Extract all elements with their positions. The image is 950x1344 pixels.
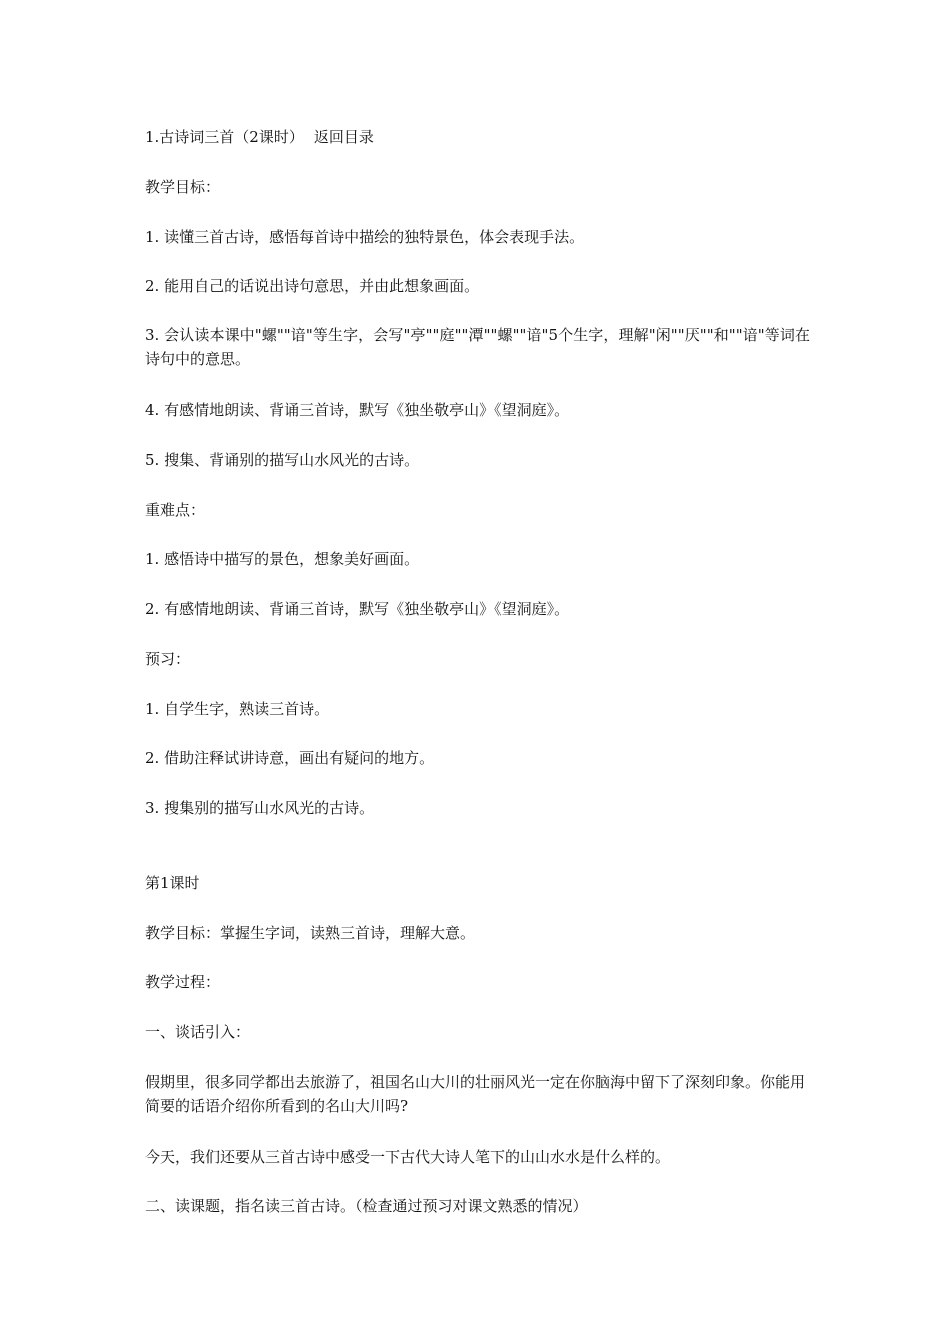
preview-item-1: 1. 自学生字，熟读三首诗。 (145, 700, 330, 718)
preview-heading: 预习： (145, 650, 191, 668)
step1-heading: 一、谈话引入： (145, 1023, 251, 1041)
document-title-line (145, 125, 810, 149)
preview-item-2: 2. 借助注释试讲诗意，画出有疑问的地方。 (145, 749, 435, 767)
goal-item-1: 1. 读懂三首古诗，感悟每首诗中描绘的独特景色，体会表现手法。 (145, 228, 585, 246)
key-points-heading: 重难点： (145, 501, 206, 519)
back-to-contents-link[interactable]: 返回目录 (313, 128, 374, 146)
goal-item-4: 4. 有感情地朗读、背诵三首诗，默写《独坐敬亭山》《望洞庭》。 (145, 401, 570, 419)
goal-item-3: 3. 会认读本课中"螺""谙"等生字，会写"亭""庭""潭""螺""谙"5个生字，理解"闲""厌""和""谙"等词在诗句中的意思。 (145, 326, 810, 368)
goals-heading: 教学目标： (145, 178, 221, 196)
lesson1-heading: 第1课时 (145, 874, 200, 892)
document-title: 1.古诗词三首（2课时） (145, 128, 304, 146)
process-heading: 教学过程： (145, 973, 221, 991)
step1-paragraph-1: 假期里，很多同学都出去旅游了，祖国名山大川的壮丽风光一定在你脑海中留下了深刻印象。你能用简要的话语介绍你所看到的名山大川吗? (145, 1073, 806, 1115)
step2-heading: 二、读课题，指名读三首古诗。（检查通过预习对课文熟悉的情况） (145, 1197, 588, 1215)
key-point-item-2: 2. 有感情地朗读、背诵三首诗，默写《独坐敬亭山》《望洞庭》。 (145, 600, 570, 618)
step1-paragraph-2: 今天，我们还要从三首古诗中感受一下古代大诗人笔下的山山水水是什么样的。 (145, 1148, 671, 1166)
goal-item-2: 2. 能用自己的话说出诗句意思，并由此想象画面。 (145, 277, 480, 295)
preview-item-3: 3. 搜集别的描写山水风光的古诗。 (145, 799, 375, 817)
key-point-item-1: 1. 感悟诗中描写的景色，想象美好画面。 (145, 550, 420, 568)
goal-item-5: 5. 搜集、背诵别的描写山水风光的古诗。 (145, 451, 420, 469)
lesson1-goal: 教学目标：掌握生字词，读熟三首诗，理解大意。 (145, 924, 476, 942)
